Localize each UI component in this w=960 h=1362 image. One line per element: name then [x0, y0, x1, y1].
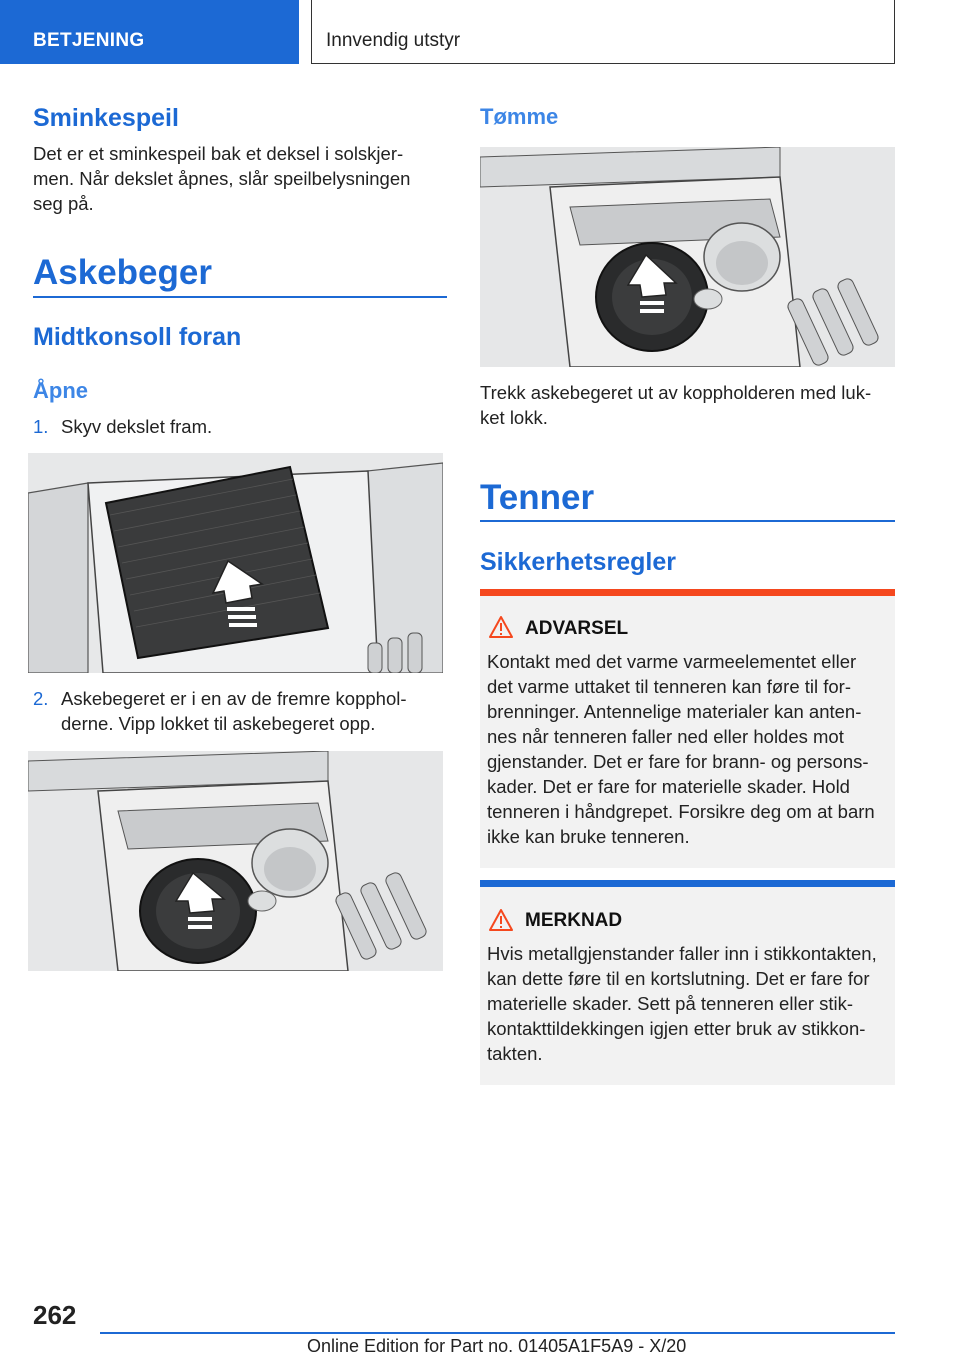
ashtray-lid-drawing: [28, 751, 443, 971]
console-cover-drawing: [28, 453, 443, 673]
apne-heading: Åpne: [33, 378, 88, 403]
heading-rule: [480, 520, 895, 522]
text-line: materielle skader. Sett på tenneren eller stik-: [487, 993, 854, 1014]
sminkespeil-text: [33, 141, 447, 216]
section-label: BETJENING: [33, 30, 145, 51]
text-line: gjenstander. Det er fare for brann- og persons-: [487, 751, 869, 772]
text-line: ikke kan bruke tenneren.: [487, 826, 690, 847]
edition-text: Online Edition for Part no. 01405A1F5A9 - X/20: [307, 1336, 687, 1356]
tomme-text: [480, 380, 895, 430]
warning-triangle-icon: [488, 615, 514, 639]
text-line: Kontakt med det varme varmeelementet eller: [487, 651, 857, 672]
notice-triangle-icon: [488, 908, 514, 932]
text-line: Askebegeret er i en av de fremre kopphol-: [61, 688, 407, 709]
step-2: [33, 686, 447, 736]
text-line: Trekk askebegeret ut av koppholderen med luk-: [480, 382, 872, 403]
step-number: 1.: [33, 416, 49, 437]
section-tab: [0, 0, 299, 64]
heading-rule: [33, 296, 447, 298]
text-line: kontakttildekkingen igjen etter bruk av stikkon-: [487, 1018, 866, 1039]
text-line: men. Når dekslet åpnes, slår speilbelysningen: [33, 168, 411, 189]
warning-bar: [480, 589, 895, 596]
step-1: [33, 414, 447, 439]
notice-bar: [480, 880, 895, 887]
footer-rule: [100, 1332, 895, 1334]
tomme-heading: Tømme: [480, 104, 559, 129]
console-cover-illustration: [28, 453, 443, 673]
step-number: 2.: [33, 688, 49, 709]
text-line: tenneren i håndgrepet. Forsikre deg om at barn: [487, 801, 875, 822]
text-line: nes når tenneren faller ned eller holdes mot: [487, 726, 844, 747]
warning-box: [480, 589, 895, 868]
notice-box: [480, 880, 895, 1085]
ashtray-remove-illustration: [480, 147, 895, 367]
text-line: kan dette føre til en kortslutning. Det er fare for: [487, 968, 870, 989]
chapter-tab: [311, 0, 895, 64]
warning-label: ADVARSEL: [525, 618, 629, 639]
text-line: kader. Det er fare for materielle skader. Hold: [487, 776, 850, 797]
notice-text: [487, 941, 895, 1066]
text-line: Det er et sminkespeil bak et deksel i solskjer-: [33, 143, 404, 164]
ashtray-remove-drawing: [480, 147, 895, 367]
text-line: ket lokk.: [480, 407, 548, 428]
text-line: det varme uttaket til tenneren kan føre til for-: [487, 676, 851, 697]
text-line: takten.: [487, 1043, 543, 1064]
notice-label: MERKNAD: [525, 910, 623, 931]
ashtray-lid-illustration: [28, 751, 443, 971]
tenner-heading: Tenner: [480, 478, 595, 517]
text-line: seg på.: [33, 193, 94, 214]
sminkespeil-heading: Sminkespeil: [33, 104, 179, 132]
text-line: derne. Vipp lokket til askebegeret opp.: [61, 713, 376, 734]
text-line: brenninger. Antennelige materialer kan anten-: [487, 701, 862, 722]
chapter-label: Innvendig utstyr: [326, 30, 461, 51]
step-text: Skyv dekslet fram.: [61, 416, 213, 437]
sikkerhet-heading: Sikkerhetsregler: [480, 548, 676, 576]
page-number: 262: [33, 1300, 77, 1330]
step-text: [61, 686, 407, 736]
askebeger-heading: Askebeger: [33, 253, 212, 292]
warning-text: [487, 649, 895, 849]
midtkonsoll-heading: Midtkonsoll foran: [33, 323, 242, 351]
text-line: Hvis metallgjenstander faller inn i stikkontakten,: [487, 943, 877, 964]
